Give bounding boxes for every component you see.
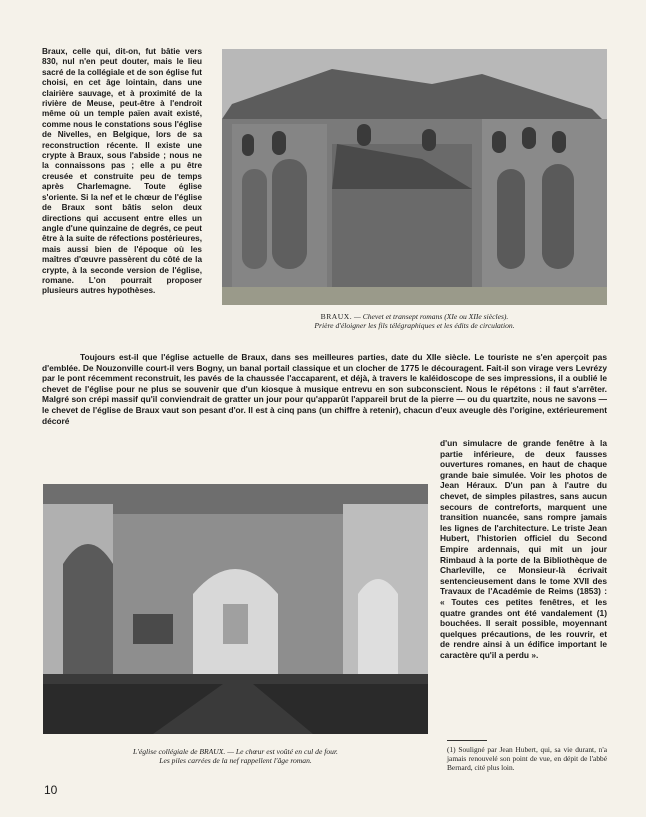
bottom-photo-caption (43, 747, 428, 765)
page-number: 10 (44, 783, 58, 797)
body-paragraph: Toujours est-il que l'église actuelle de Braux, dans ses meilleures parties, date du XIIe siècle. Le touriste ne s'en aperçoit pas d'emblée. De Nouzonville court-il vers Bogny, un banal portail classique et un clocher de 1775 le découragent. Fait-il son virage vers Levrézy par le pont récemment reconstruit, les pavés de la chaussée l'accaparent, et déjà, à travers le kaléidoscope de ses impressions, il a oublié le chevet de l'église pour ne plus se souvenir que d'un kiosque à musique entrevu en son subconscient. Nous le répétons : il faut s'arrêter. Malgré son crépi massif qu'il conviendrait de gratter un jour pour qu'apparût l'appareil brut de la pierre — ou du quartzite, nous ne savons — le chevet de l'église de Braux vaut son pesant d'or. Il est à cinq pans (un chiffre à retenir), chacun d'eux aveugle dès l'origine, extérieurement décoré (42, 352, 607, 426)
church-exterior-photo (222, 49, 607, 305)
left-column-text: Braux, celle qui, dit-on, fut bâtie vers 830, nul n'en peut douter, mais le lieu sacré de la collégiale et de son église fut choisi, en cet âge lointain, dans une clairière sauvage, et à proximité de la rivière de Meuse, peut-être à l'endroit même où un temple païen avait existé, comme nous le constations sous l'église de Nivelles, en Belgique, lors de sa reconstruction récente. Il existe une crypte à Braux, sous l'abside ; nous ne la connaissons pas ; elle a pu être creusée et construite peu de temps après Charlemagne. Toute église s'oriente. Si la nef et le chœur de l'église de Braux sont bâtis selon deux directions qui accusent entre elles un angle d'une quinzaine de degrés, ce peut être à la suite de réfections postérieures, mais aussi bien de l'époque où les maîtres d'œuvre passèrent du côté de la crypte, à la seconde version de l'église, romane. L'on pourrait proposer plusieurs autres hypothèses. (42, 47, 202, 296)
right-column-text: d'un simulacre de grande fenêtre à la partie inférieure, de deux fausses ouvertures romanes, en haut de chaque grande baie simulée. Voir les photos de Jean Héraux. D'un pan à l'autre du chevet, de simples pilastres, sans aucun secours de contreforts, marquent une transition nuancée, sans rompre jamais les lignes de l'architecture. Le triste Jean Hubert, l'historien officiel du Second Empire ardennais, qui mit un jour Rimbaud à la porte de la Bibliothèque de Charleville, ce Monsieur-là écrivait sentencieusement dans le tome XVII des Travaux de l'Académie de Reims (1853) : « Toutes ces petites fenêtres, et les quatre grandes ont été vandalement (1) bouchées. Il serait possible, moyennant quelques précautions, de les rouvrir, et de rendre ainsi à un édifice important le caractère qu'il a perdu ». (440, 438, 607, 660)
footnote: (1) Souligné par Jean Hubert, qui, sa vie durant, n'a jamais renouvelé son point de vue, en dépit de l'abbé Bernard, cité plus loin. (447, 745, 607, 772)
main-text (42, 352, 607, 426)
caption-line1: — Chevet et transept romans (XIe ou XIIe siècles). (352, 312, 509, 321)
top-photo-caption (222, 312, 607, 330)
footnote-divider (447, 740, 487, 741)
caption-label: BRAUX. (320, 312, 353, 321)
church-interior-photo (43, 484, 428, 734)
caption-bottom-line1: L'église collégiale de BRAUX. — Le chœur est voûté en cul de four. (133, 747, 338, 756)
caption-bottom-line2: Les piles carrées de la nef rappellent l'âge roman. (159, 756, 312, 765)
caption-line2: Prière d'éloigner les fils télégraphiques et les édits de circulation. (314, 321, 515, 330)
